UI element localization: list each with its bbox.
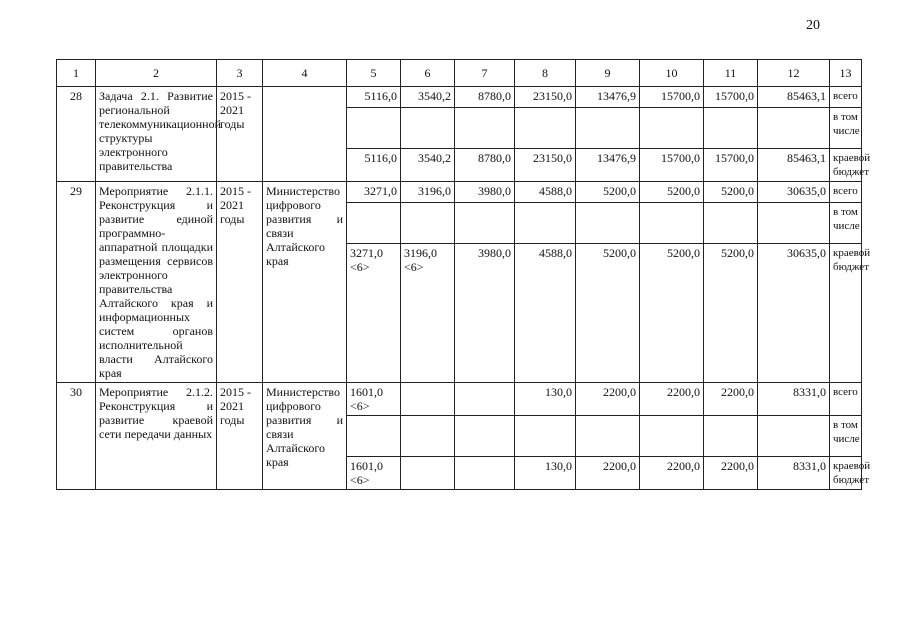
value-cell: 130,0	[515, 383, 576, 416]
value-cell: 5200,0	[640, 244, 704, 383]
item-executor: Министерство цифрового развития и связи Алтайского края	[263, 182, 347, 383]
value-cell: 8331,0	[758, 383, 830, 416]
value-cell	[455, 457, 515, 490]
value-cell: 5200,0	[704, 244, 758, 383]
value-cell: 15700,0	[704, 149, 758, 182]
value-cell: 2200,0	[640, 457, 704, 490]
source-label: в том числе	[830, 108, 862, 149]
value-cell: 1601,0 <6>	[347, 457, 401, 490]
value-cell: 30635,0	[758, 182, 830, 203]
value-cell	[704, 203, 758, 244]
value-cell: 30635,0	[758, 244, 830, 383]
value-cell: 85463,1	[758, 87, 830, 108]
value-cell: 5200,0	[576, 182, 640, 203]
row-number: 30	[57, 383, 96, 490]
col-header: 7	[455, 60, 515, 87]
value-cell	[758, 416, 830, 457]
item-name: Мероприятие 2.1.1. Реконструкция и развитие единой программно-аппаратной площадки размещения сервисов электронного правительства Алтайского края и информационных систем органов исполнительной власти Алтайского края	[96, 182, 217, 383]
value-cell: 5116,0	[347, 149, 401, 182]
header-row	[57, 60, 862, 87]
value-cell	[455, 416, 515, 457]
value-cell: 85463,1	[758, 149, 830, 182]
source-label: всего	[830, 182, 862, 203]
col-header: 10	[640, 60, 704, 87]
source-label: краевой бюджет	[830, 457, 862, 490]
value-cell	[347, 416, 401, 457]
source-label: в том числе	[830, 203, 862, 244]
col-header: 13	[830, 60, 862, 87]
value-cell: 13476,9	[576, 149, 640, 182]
col-header: 11	[704, 60, 758, 87]
value-cell	[576, 108, 640, 149]
value-cell: 3540,2	[401, 87, 455, 108]
value-cell: 23150,0	[515, 87, 576, 108]
item-period: 2015 - 2021 годы	[217, 182, 263, 383]
value-cell: 4588,0	[515, 182, 576, 203]
value-cell: 5116,0	[347, 87, 401, 108]
source-label: краевой бюджет	[830, 149, 862, 182]
value-cell: 2200,0	[576, 457, 640, 490]
table-row	[57, 383, 862, 416]
item-period: 2015 - 2021 годы	[217, 87, 263, 182]
value-cell	[401, 416, 455, 457]
value-cell: 2200,0	[704, 457, 758, 490]
value-cell	[401, 108, 455, 149]
col-header: 3	[217, 60, 263, 87]
row-number: 29	[57, 182, 96, 383]
value-cell	[515, 203, 576, 244]
value-cell: 3540,2	[401, 149, 455, 182]
value-cell	[401, 383, 455, 416]
value-cell: 3271,0 <6>	[347, 244, 401, 383]
value-cell: 3980,0	[455, 182, 515, 203]
value-cell	[347, 108, 401, 149]
value-cell	[347, 203, 401, 244]
value-cell: 2200,0	[576, 383, 640, 416]
col-header: 8	[515, 60, 576, 87]
value-cell: 23150,0	[515, 149, 576, 182]
col-header: 1	[57, 60, 96, 87]
budget-table	[56, 59, 871, 490]
col-header: 5	[347, 60, 401, 87]
value-cell: 2200,0	[704, 383, 758, 416]
value-cell: 3196,0 <6>	[401, 244, 455, 383]
value-cell: 4588,0	[515, 244, 576, 383]
value-cell	[640, 108, 704, 149]
value-cell: 8780,0	[455, 149, 515, 182]
value-cell	[515, 416, 576, 457]
value-cell	[758, 108, 830, 149]
source-label: всего	[830, 87, 862, 108]
value-cell	[401, 203, 455, 244]
value-cell: 3196,0	[401, 182, 455, 203]
value-cell: 130,0	[515, 457, 576, 490]
value-cell	[455, 108, 515, 149]
value-cell	[640, 203, 704, 244]
value-cell	[455, 383, 515, 416]
value-cell: 3980,0	[455, 244, 515, 383]
value-cell: 5200,0	[576, 244, 640, 383]
value-cell	[455, 203, 515, 244]
value-cell: 3271,0	[347, 182, 401, 203]
value-cell: 5200,0	[640, 182, 704, 203]
value-cell: 8780,0	[455, 87, 515, 108]
source-label: в том числе	[830, 416, 862, 457]
value-cell	[704, 416, 758, 457]
value-cell: 2200,0	[640, 383, 704, 416]
value-cell: 13476,9	[576, 87, 640, 108]
item-period: 2015 - 2021 годы	[217, 383, 263, 490]
col-header: 6	[401, 60, 455, 87]
table-row	[57, 182, 862, 203]
value-cell: 15700,0	[640, 87, 704, 108]
item-executor	[263, 87, 347, 182]
value-cell: 8331,0	[758, 457, 830, 490]
value-cell	[576, 203, 640, 244]
source-label: всего	[830, 383, 862, 416]
value-cell: 15700,0	[640, 149, 704, 182]
table-row	[57, 87, 862, 108]
item-name: Мероприятие 2.1.2. Реконструкция и развитие краевой сети передачи данных	[96, 383, 217, 490]
value-cell	[704, 108, 758, 149]
col-header: 12	[758, 60, 830, 87]
col-header: 9	[576, 60, 640, 87]
item-executor: Министерство цифрового развития и связи Алтайского края	[263, 383, 347, 490]
value-cell: 1601,0 <6>	[347, 383, 401, 416]
value-cell	[515, 108, 576, 149]
value-cell	[401, 457, 455, 490]
row-number: 28	[57, 87, 96, 182]
value-cell: 15700,0	[704, 87, 758, 108]
col-header: 4	[263, 60, 347, 87]
page-number: 20	[806, 18, 820, 33]
value-cell	[758, 203, 830, 244]
value-cell	[576, 416, 640, 457]
value-cell: 5200,0	[704, 182, 758, 203]
item-name: Задача 2.1. Развитие региональной телекоммуникационной структуры электронного правительства	[96, 87, 217, 182]
col-header: 2	[96, 60, 217, 87]
source-label: краевой бюджет	[830, 244, 862, 383]
value-cell	[640, 416, 704, 457]
